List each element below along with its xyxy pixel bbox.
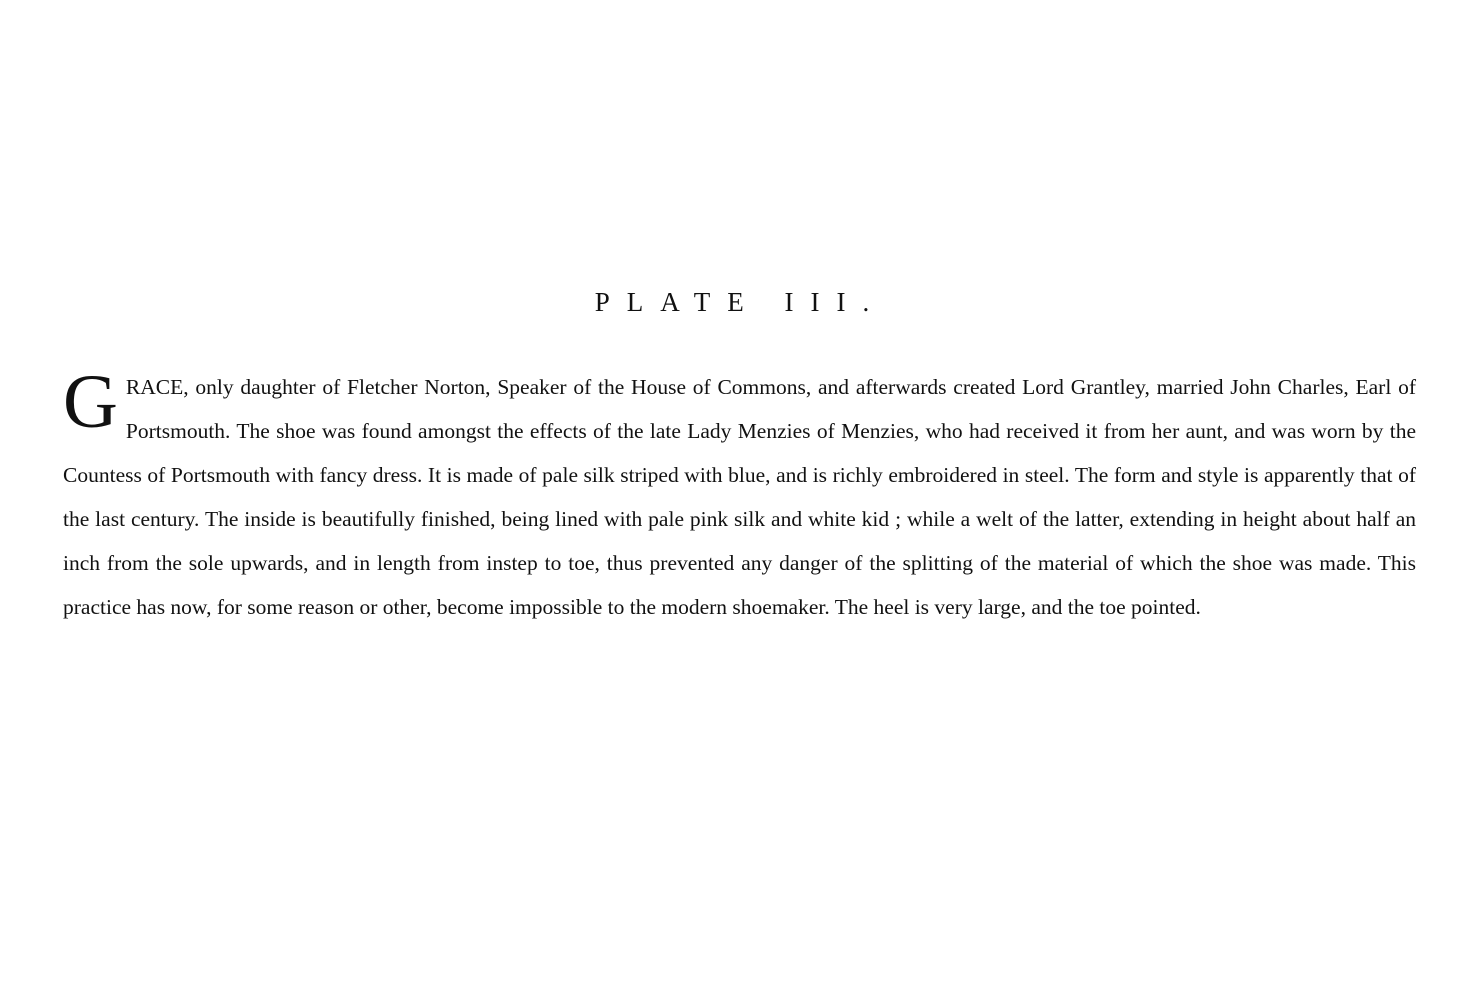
paragraph-text: RACE, only daughter of Fletcher Norton, Speaker of the House of Commons, and afterwards created Lord Grantley, married John Charles, Earl of Portsmouth. The shoe was found amongst the effects of the late Lady Menzies of Menzies, who had received it from her aunt, and was worn by the Countess of Portsmouth with fancy dress. It is made of pale silk striped with blue, and is richly embroidered in steel. The form and style is apparently that of the last century. The inside is beautifully finished, being lined with pale pink silk and white kid ; while a welt of the latter, extending in height about half an inch from the sole upwards, and in length from instep to toe, thus prevented any danger of the splitting of the material of which the shoe was made. This practice has now, for some reason or other, become impossible to the modern shoemaker. The heel is very large, and the toe pointed. bbox=[63, 375, 1416, 619]
drop-cap: G bbox=[63, 360, 118, 444]
body-paragraph bbox=[63, 360, 1416, 629]
plate-title: PLATE III. bbox=[594, 287, 887, 317]
